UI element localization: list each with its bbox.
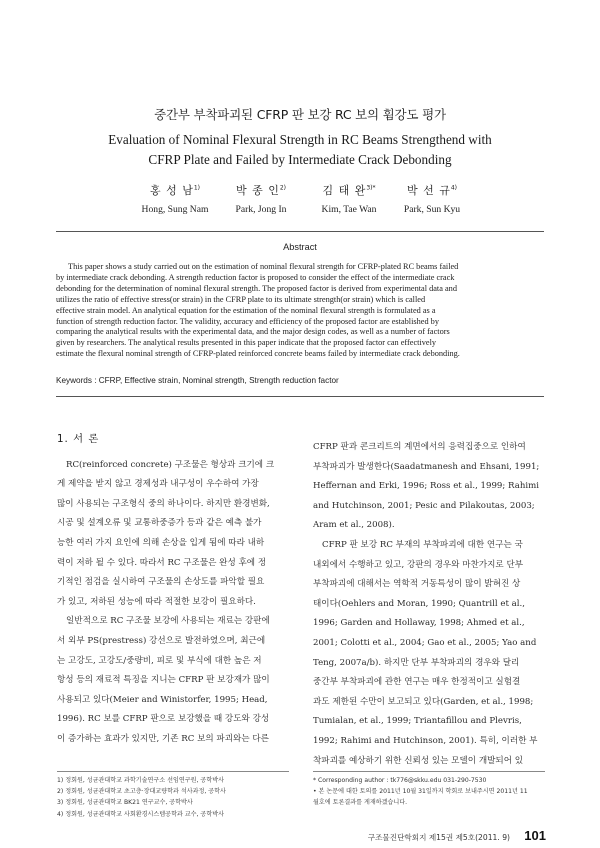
body-column-right: [313, 438, 545, 771]
body-line: 항성 등의 재료적 특징을 지니는 CFRP 판 보강재가 많이: [57, 675, 270, 686]
body-line: Teng, 2007a/b). 하지만 단부 부착파괴의 경우와 달리: [313, 657, 520, 668]
body-column-left: [57, 430, 289, 750]
abstract-line: comparing the analytical results with the experimental data, and the major design codes, as well as a number of factors: [56, 327, 450, 337]
author-4-affil: 4): [450, 184, 458, 192]
abstract-line: debonding for the determination of nominal flexural strength. The proposed factor is derived from experimental data and: [56, 283, 457, 293]
body-line: CFRP 판과 콘크리트의 계면에서의 응력집중으로 인하여: [313, 442, 526, 452]
body-line: Heffernan and Erki, 1996; Ross et al., 1999; Rahimi: [313, 481, 539, 492]
body-line: 중간부 부착파괴에 관한 연구는 매우 한정적이고 실험결: [313, 677, 521, 688]
page-number: 101: [524, 828, 546, 843]
body-line: 부착파괴에 대해서는 역학적 거동특성이 많이 밝혀진 상: [313, 579, 521, 590]
body-line: RC(reinforced concrete) 구조물은 형상과 크기에 크: [66, 459, 275, 470]
keywords: Keywords : CFRP, Effective strain, Nominal strength, Strength reduction factor: [56, 376, 339, 385]
author-1-name-en: Hong, Sung Nam: [141, 204, 209, 215]
body-line: 이 증가하는 효과가 있지만, 기존 RC 보의 파괴와는 다른: [57, 733, 269, 744]
abstract-line: function of strength reduction factor. The validity, accuracy and efficiency of the proposed factor are established by: [56, 316, 439, 326]
author-4-name-en: Park, Sun Kyu: [403, 204, 461, 215]
footnotes-right-block: [313, 771, 545, 809]
abstract-text: [56, 262, 544, 360]
body-line: Aram et al., 2008).: [313, 520, 395, 531]
abstract-line: effective strain model. An analytical equation for the estimation of the nominal flexural strength is formulated as a: [56, 305, 436, 315]
abstract-heading: Abstract: [283, 242, 317, 252]
abstract-line: by intermediate crack debonding. A strength reduction factor is proposed to consider the effect of the intermediate crack: [56, 272, 455, 282]
body-line: 가 있고, 저하된 성능에 따라 적절한 보강이 필요하다.: [57, 596, 256, 607]
section-heading: 1. 서 론: [57, 433, 100, 445]
footnote: 월호에 토론결과를 게재하겠습니다.: [313, 799, 408, 807]
abstract-line: given by researchers. The analytical results presented in this paper indicate that the proposed factor can effectively: [56, 338, 437, 348]
body-line: 1996). RC 보를 CFRP 판으로 보강했을 때 강도와 강성: [57, 714, 270, 725]
author-4-name-ko: 박 선 규: [406, 184, 451, 197]
abstract-line: estimate the flexural nominal strength of CFRP-plated reinforced concrete beams failed by intermediate crack debonding.: [56, 349, 460, 359]
body-line: 착파괴를 예상하기 위한 신뢰성 있는 모델이 개발되어 있: [313, 755, 524, 766]
title-english: [0, 130, 600, 170]
body-line: 력이 저하 될 수 있다. 따라서 RC 구조물은 완성 후에 정: [57, 557, 267, 568]
body-line: 1996; Garden and Hollaway, 1998; Ahmed et al.,: [313, 618, 525, 629]
body-line: and Hutchinson, 2001; Pesic and Pilakoutas, 2003;: [313, 500, 535, 511]
body-line: Tumialan, et al., 1999; Triantafillou and Plevris,: [313, 716, 522, 727]
body-line: 부착파괴가 발생한다(Saadatmanesh and Ehsani, 1991;: [313, 461, 540, 472]
footnote: 3) 정회원, 성균관대학교 BK21 연구교수, 공학박사: [57, 799, 193, 807]
author-2-name-ko: 박 종 인: [235, 184, 280, 197]
body-line: 서 외부 PS(prestress) 강선으로 발전하였으며, 최근에: [57, 635, 266, 646]
author-2-affil: 2): [279, 184, 287, 192]
author-1-affil: 1): [193, 184, 201, 192]
footnote: • 본 논문에 대한 토의를 2011년 10월 31일까지 학회로 보내주시면 2011년 11: [313, 788, 528, 796]
author-3-name-ko: 김 태 완: [322, 184, 367, 197]
body-line: 일반적으로 RC 구조물 보강에 사용되는 재료는 강판에: [66, 616, 270, 627]
body-line: 2001; Colotti et al., 2004; Gao et al., 2005; Yao and: [313, 637, 537, 648]
body-line: 는 고강도, 고강도/중량비, 피로 및 부식에 대한 높은 저: [57, 655, 262, 666]
keywords-bottom-rule: [56, 396, 544, 397]
author-1-name-ko: 홍 성 남: [149, 184, 194, 197]
body-line: 과도 제한된 수만이 보고되고 있다(Garden, et al., 1998;: [313, 696, 534, 707]
body-line: 기적인 점검을 실시하여 구조물의 손상도를 파악할 필요: [57, 577, 265, 588]
body-line: 내외에서 수행하고 있고, 강판의 경우와 마찬가지로 단부: [313, 559, 524, 570]
title-korean: 중간부 부착파괴된 CFRP 판 보강 RC 보의 휨강도 평가: [154, 107, 446, 122]
footnotes-left-block: [57, 771, 289, 820]
footer-journal: 구조물진단학회지 제15권 제5호(2011. 9): [367, 833, 510, 842]
body-line: 태이다(Oehlers and Moran, 1990; Quantrill et al.,: [313, 598, 525, 609]
title-english-line-1: Evaluation of Nominal Flexural Strength in RC Beams Strengthend with: [108, 132, 492, 147]
footnote: 2) 정회원, 성균관대학교 초고층·장대교량학과 석사과정, 공학사: [57, 788, 226, 796]
footnote: 4) 정회원, 성균관대학교 사회환경시스템공학과 교수, 공학박사: [57, 810, 224, 818]
body-line: 사용되고 있다(Meier and Winistorfer, 1995; Head,: [57, 694, 268, 705]
author-2-name-en: Park, Jong In: [235, 204, 287, 215]
body-line: 1992; Rahimi and Hutchinson, 2001). 특히, 이러한 부: [313, 735, 538, 746]
body-line: 능한 여러 가지 요인에 의해 손상을 입게 됨에 따라 내하: [57, 537, 265, 548]
body-line: 시공 및 설계오류 및 교통하중증가 등과 같은 예측 불가: [57, 518, 262, 529]
body-line: 많이 사용되는 구조형식 중의 하나이다. 하지만 환경변화,: [57, 498, 270, 509]
abstract-line: utilizes the ratio of effective stress(or strain) in the CFRP plate to its ultimate strength(or strain) which is called: [56, 294, 426, 304]
author-4: [377, 182, 487, 215]
title-english-line-2: CFRP Plate and Failed by Intermediate Crack Debonding: [148, 152, 452, 167]
author-3-affil: 3)*: [366, 184, 376, 192]
author-list: [0, 182, 600, 216]
abstract-line: This paper shows a study carried out on the estimation of nominal flexural strength for CFRP-plated RC beams failed: [68, 262, 459, 271]
footnote: * Corresponding author : tk776@skku.edu 031-290-7530: [313, 777, 487, 784]
body-line: 게 제약을 받지 않고 경제성과 내구성이 우수하여 가장: [57, 479, 259, 490]
body-line: CFRP 판 보강 RC 부재의 부착파괴에 대한 연구는 국: [322, 539, 523, 550]
author-3-name-en: Kim, Tae Wan: [321, 204, 377, 215]
abstract-top-rule: [56, 231, 544, 232]
footnote: 1) 정회원, 성균관대학교 과학기술연구소 선임연구원, 공학박사: [57, 777, 224, 784]
